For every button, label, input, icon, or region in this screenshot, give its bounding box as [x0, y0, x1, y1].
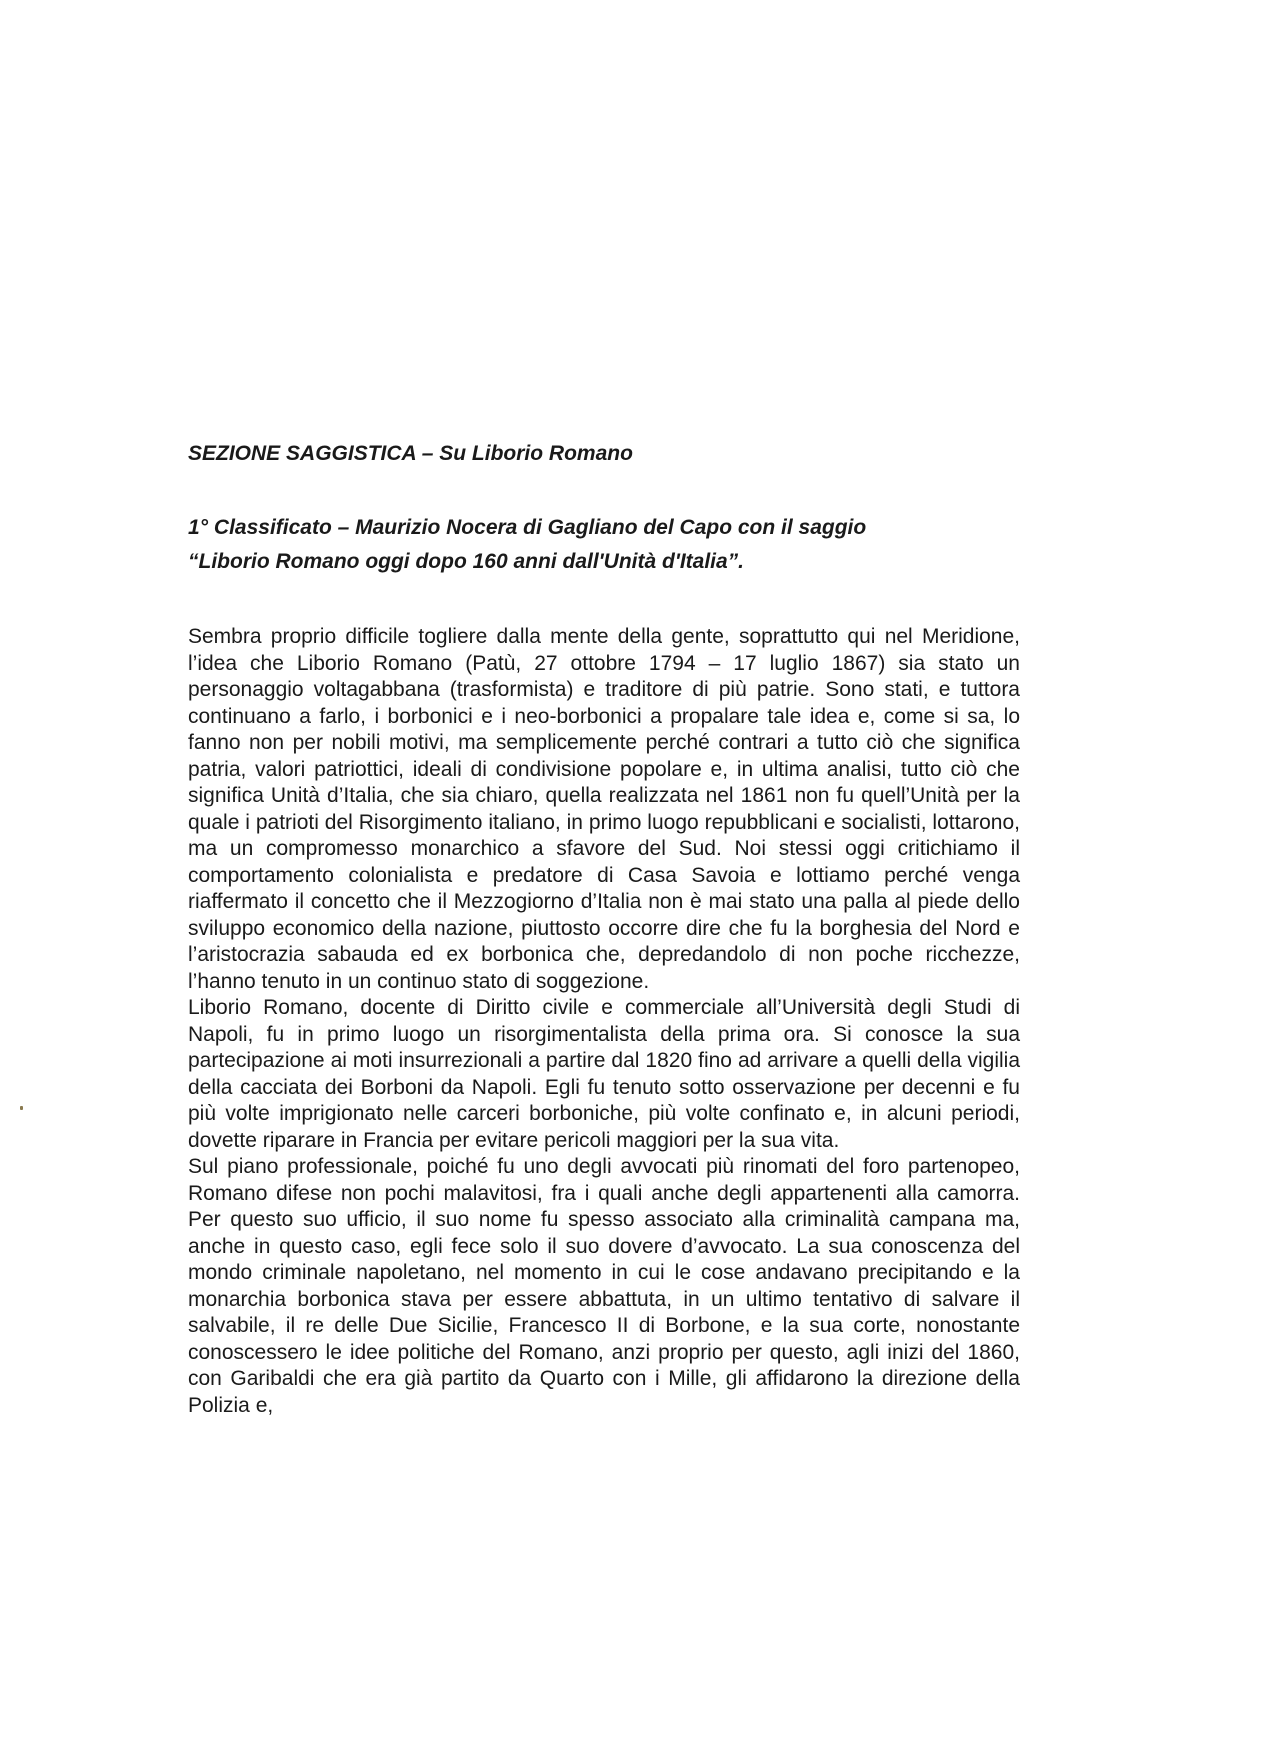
award-line-2: “Liborio Romano oggi dopo 160 anni dall'Unità d'Italia”. — [188, 550, 745, 573]
paragraph: Sembra proprio difficile togliere dalla mente della gente, soprattutto qui nel Meridione, l’idea che Liborio Romano (Patù, 27 ottobre 1794 – 17 luglio 1867) sia stato un personaggio voltagabbana (trasformista) e traditore di più patrie. Sono stati, e tuttora continuano a farlo, i borbonici e i neo-borbonici a propalare tale idea e, come si sa, lo fanno non per nobili motivi, ma semplicemente perché contrari a tutto ciò che significa patria, valori patriottici, ideali di condivisione popolare e, in ultima analisi, tutto ciò che significa Unità d’Italia, che sia chiaro, quella realizzata nel 1861 non fu quell’Unità per la quale i patrioti del Risorgimento italiano, in primo luogo repubblicani e socialisti, lottarono, ma un compromesso monarchico a sfavore del Sud. Noi stessi oggi critichiamo il comportamento colonialista e predatore di Casa Savoia e lottiamo perché venga riaffermato il concetto che il Mezzogiorno d’Italia non è mai stato una palla al piede dello sviluppo economico della nazione, piuttosto occorre dire che fu la borghesia del Nord e l’aristocrazia sabauda ed ex borbonica che, depredandolo di non poche ricchezze, l’hanno tenuto in un continuo stato di soggezione. — [188, 625, 1020, 993]
essay-body — [188, 624, 1020, 1419]
paragraph: Liborio Romano, docente di Diritto civile e commerciale all’Università degli Studi di Napoli, fu in primo luogo un risorgimentalista della prima ora. Si conosce la sua partecipazione ai moti insurrezionali a partire dal 1820 fino ad arrivare a quelli della vigilia della cacciata dei Borboni da Napoli. Egli fu tenuto sotto osservazione per decenni e fu più volte imprigionato nelle carceri borboniche, più volte confinato e, in alcuni periodi, dovette riparare in Francia per evitare pericoli maggiori per la sua vita. — [188, 996, 1020, 1152]
award-line-1: 1° Classificato – Maurizio Nocera di Gagliano del Capo con il saggio — [188, 516, 867, 539]
paragraph: Sul piano professionale, poiché fu uno degli avvocati più rinomati del foro partenopeo, Romano difese non pochi malavitosi, fra i quali anche degli appartenenti alla camorra. Per questo suo ufficio, il suo nome fu spesso associato alla criminalità campana ma, anche in questo caso, egli fece solo il suo dovere d’avvocato. La sua conoscenza del mondo criminale napoletano, nel momento in cui le cose andavano precipitando e la monarchia borbonica stava per essere abbattuta, in un ultimo tentativo di salvare il salvabile, il re delle Due Sicilie, Francesco II di Borbone, e la sua corte, nonostante conoscessero le idee politiche del Romano, anzi proprio per questo, agli inizi del 1860, con Garibaldi che era già partito da Quarto con i Mille, gli affidarono la direzione della Polizia e, — [188, 1155, 1020, 1417]
section-heading: SEZIONE SAGGISTICA – Su Liborio Romano — [188, 442, 633, 465]
scan-speck — [20, 1106, 23, 1110]
award-block — [188, 511, 1020, 579]
document-content — [188, 440, 1020, 1419]
